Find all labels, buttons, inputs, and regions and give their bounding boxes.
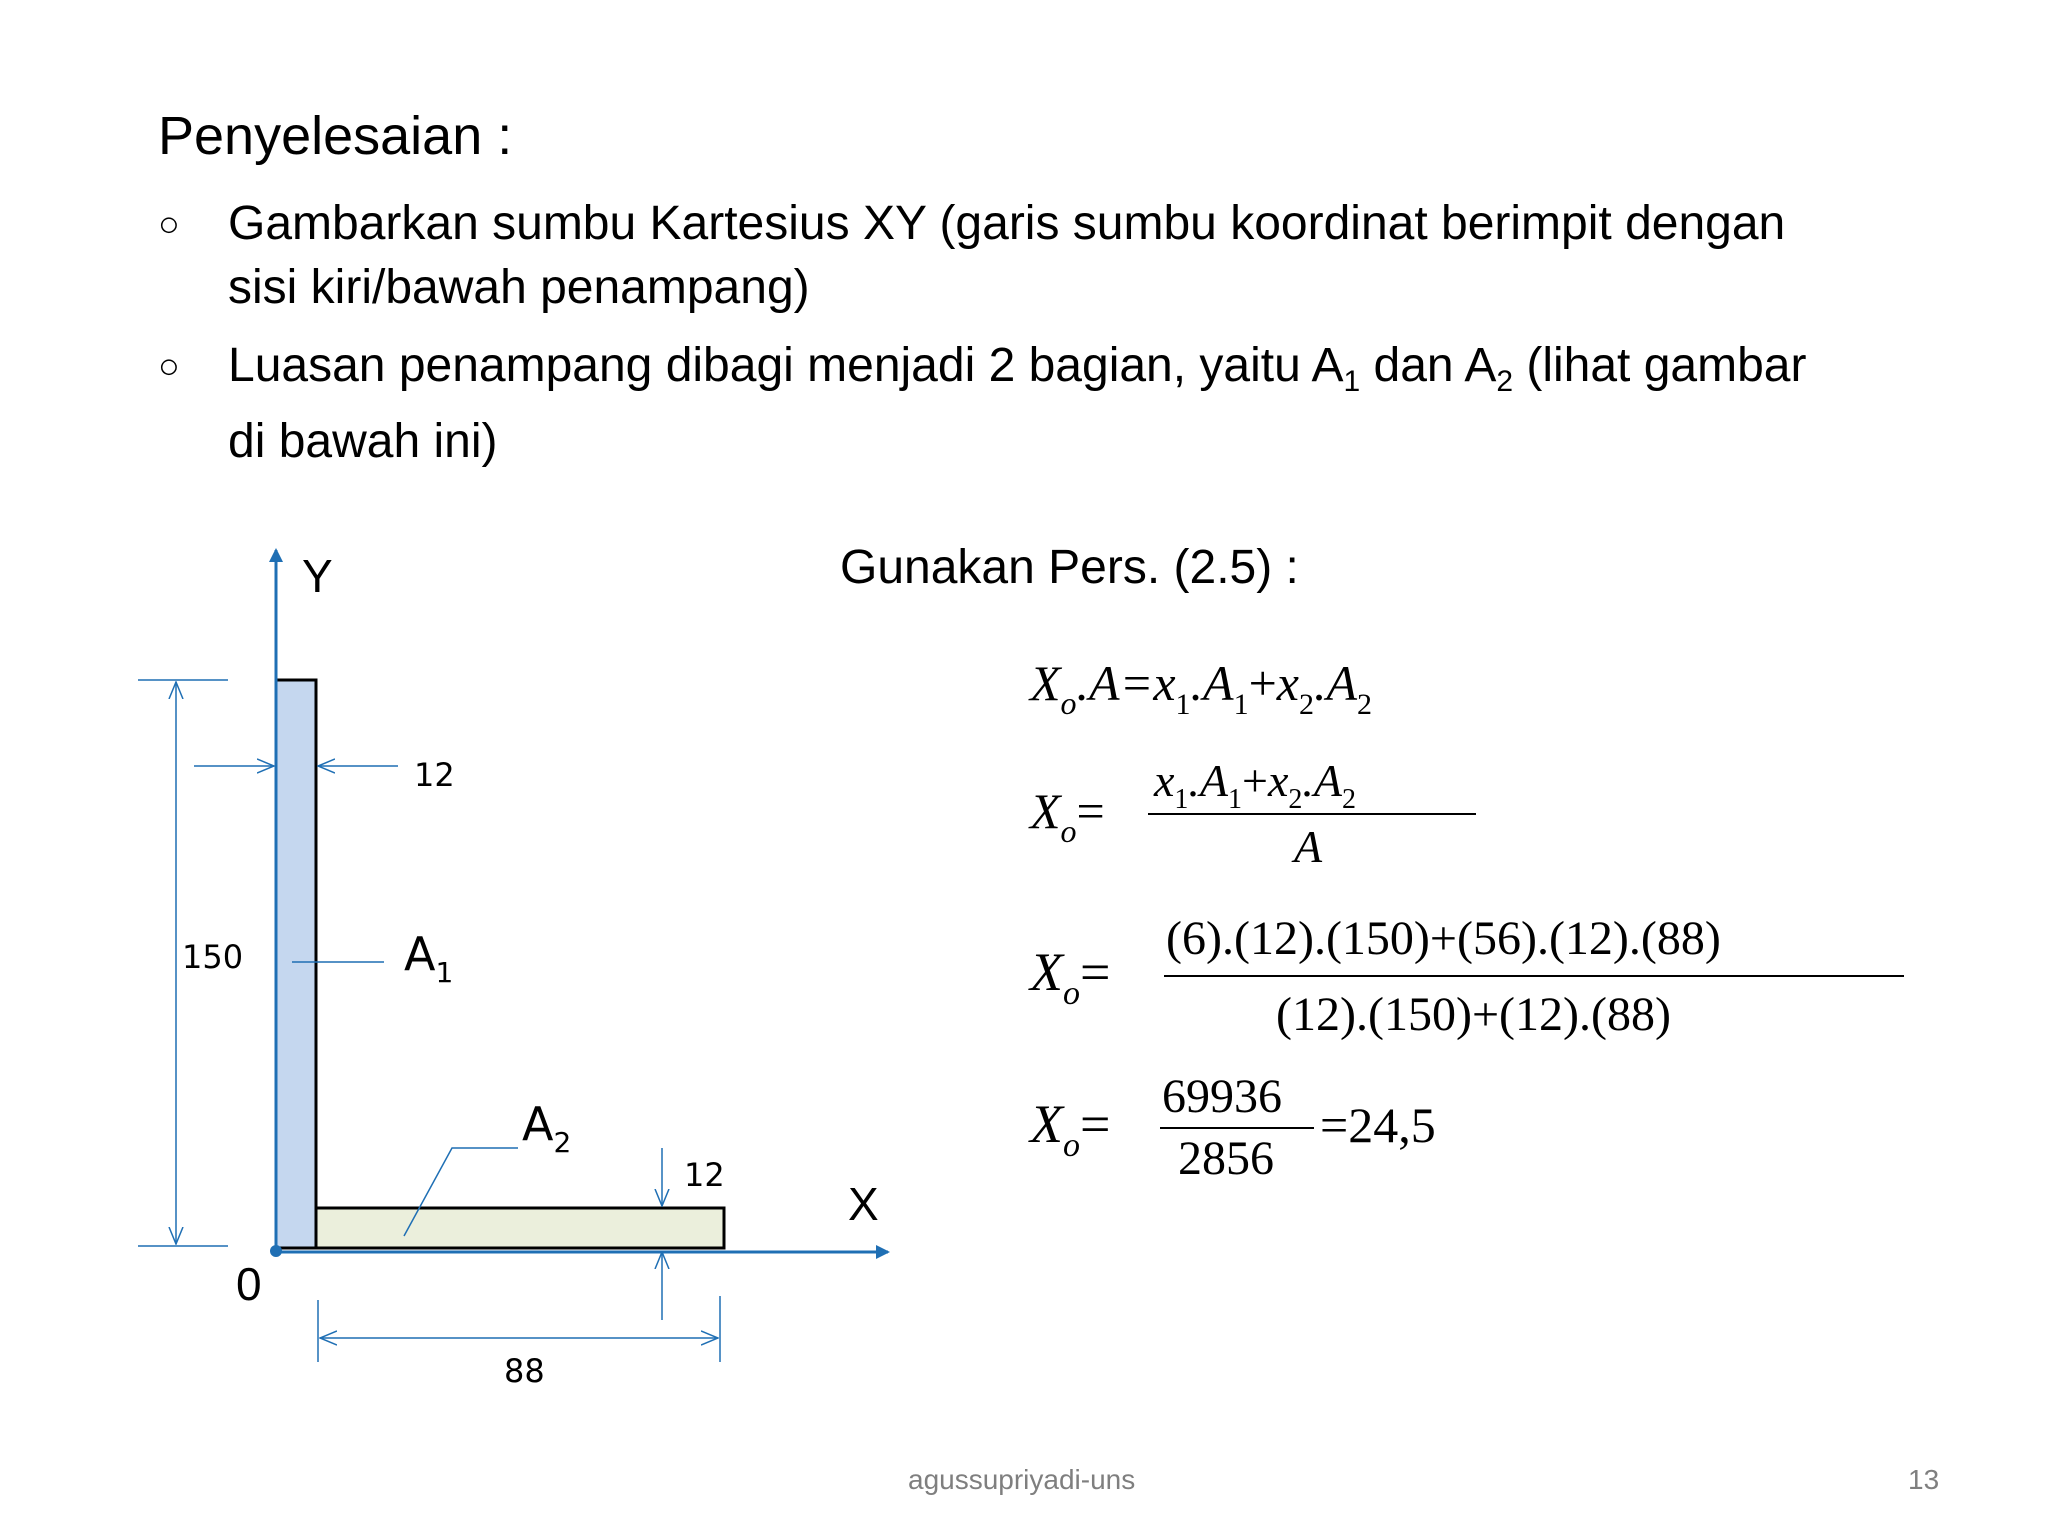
footer-author: agussupriyadi-uns — [908, 1464, 1136, 1495]
flange-section-a2 — [316, 1208, 724, 1248]
web-section-a1 — [276, 680, 316, 1248]
x-axis-label: X — [848, 1178, 879, 1230]
height-dimension — [138, 680, 384, 1246]
equation-1: $X_o.A=x_1.A_1+x_2.A_2$ — [1030, 655, 1373, 721]
label-a2: $A_2$ — [522, 1097, 572, 1159]
equation-3 — [1028, 912, 1904, 1041]
origin-label: 0 — [236, 1258, 262, 1310]
page-title: Penyelesaian : — [158, 106, 513, 166]
height-dimension-label: 150 — [182, 938, 244, 976]
bullet-text-line1: Gambarkan sumbu Kartesius XY (garis sumbu koordinat berimpit dengan — [228, 197, 1786, 250]
svg-text:=24,5: =24,5 — [1320, 1097, 1436, 1153]
y-axis-label: Y — [302, 550, 333, 602]
svg-text:Xo=: $X_o=$ — [1030, 942, 1111, 1012]
equation-reference: Gunakan Pers. (2.5) : — [840, 541, 1299, 594]
svg-text:Xo=: $X_o=$ — [1030, 783, 1105, 849]
svg-text:A: A — [1294, 821, 1323, 872]
origin-dot — [270, 1245, 282, 1257]
svg-text:x1.A1+x2.A2: $x_1.A_1+x_2.A_2$ — [1154, 755, 1357, 815]
equation-4 — [1028, 1070, 1436, 1185]
svg-text:(6).(12).(150)+(56).(12).(88): (6).(12).(150)+(56).(12).(88) — [1166, 912, 1721, 965]
svg-text:69936: 69936 — [1162, 1070, 1282, 1123]
flange-thickness-label: 12 — [684, 1156, 725, 1194]
page-number: 13 — [1908, 1464, 1940, 1495]
equation-2 — [1028, 755, 1476, 872]
length-dimension-label: 88 — [504, 1352, 545, 1390]
svg-text:Xo=: $X_o=$ — [1030, 1094, 1111, 1164]
bullet-text-line1: Luasan penampang dibagi menjadi 2 bagian, yaitu $A_1$ dan $A_2$ (lihat gambar — [228, 339, 1807, 398]
bullet-circle-icon: ○ — [158, 203, 180, 244]
label-a1: $A_1$ — [404, 927, 454, 989]
svg-text:2856: 2856 — [1178, 1132, 1274, 1185]
svg-text:(12).(150)+(12).(88): (12).(150)+(12).(88) — [1276, 988, 1671, 1041]
web-thickness-label: 12 — [414, 756, 455, 794]
bullet-text-line2: di bawah ini) — [228, 415, 498, 468]
bullet-text-line2: sisi kiri/bawah penampang) — [228, 261, 810, 314]
bullet-circle-icon: ○ — [158, 345, 180, 386]
